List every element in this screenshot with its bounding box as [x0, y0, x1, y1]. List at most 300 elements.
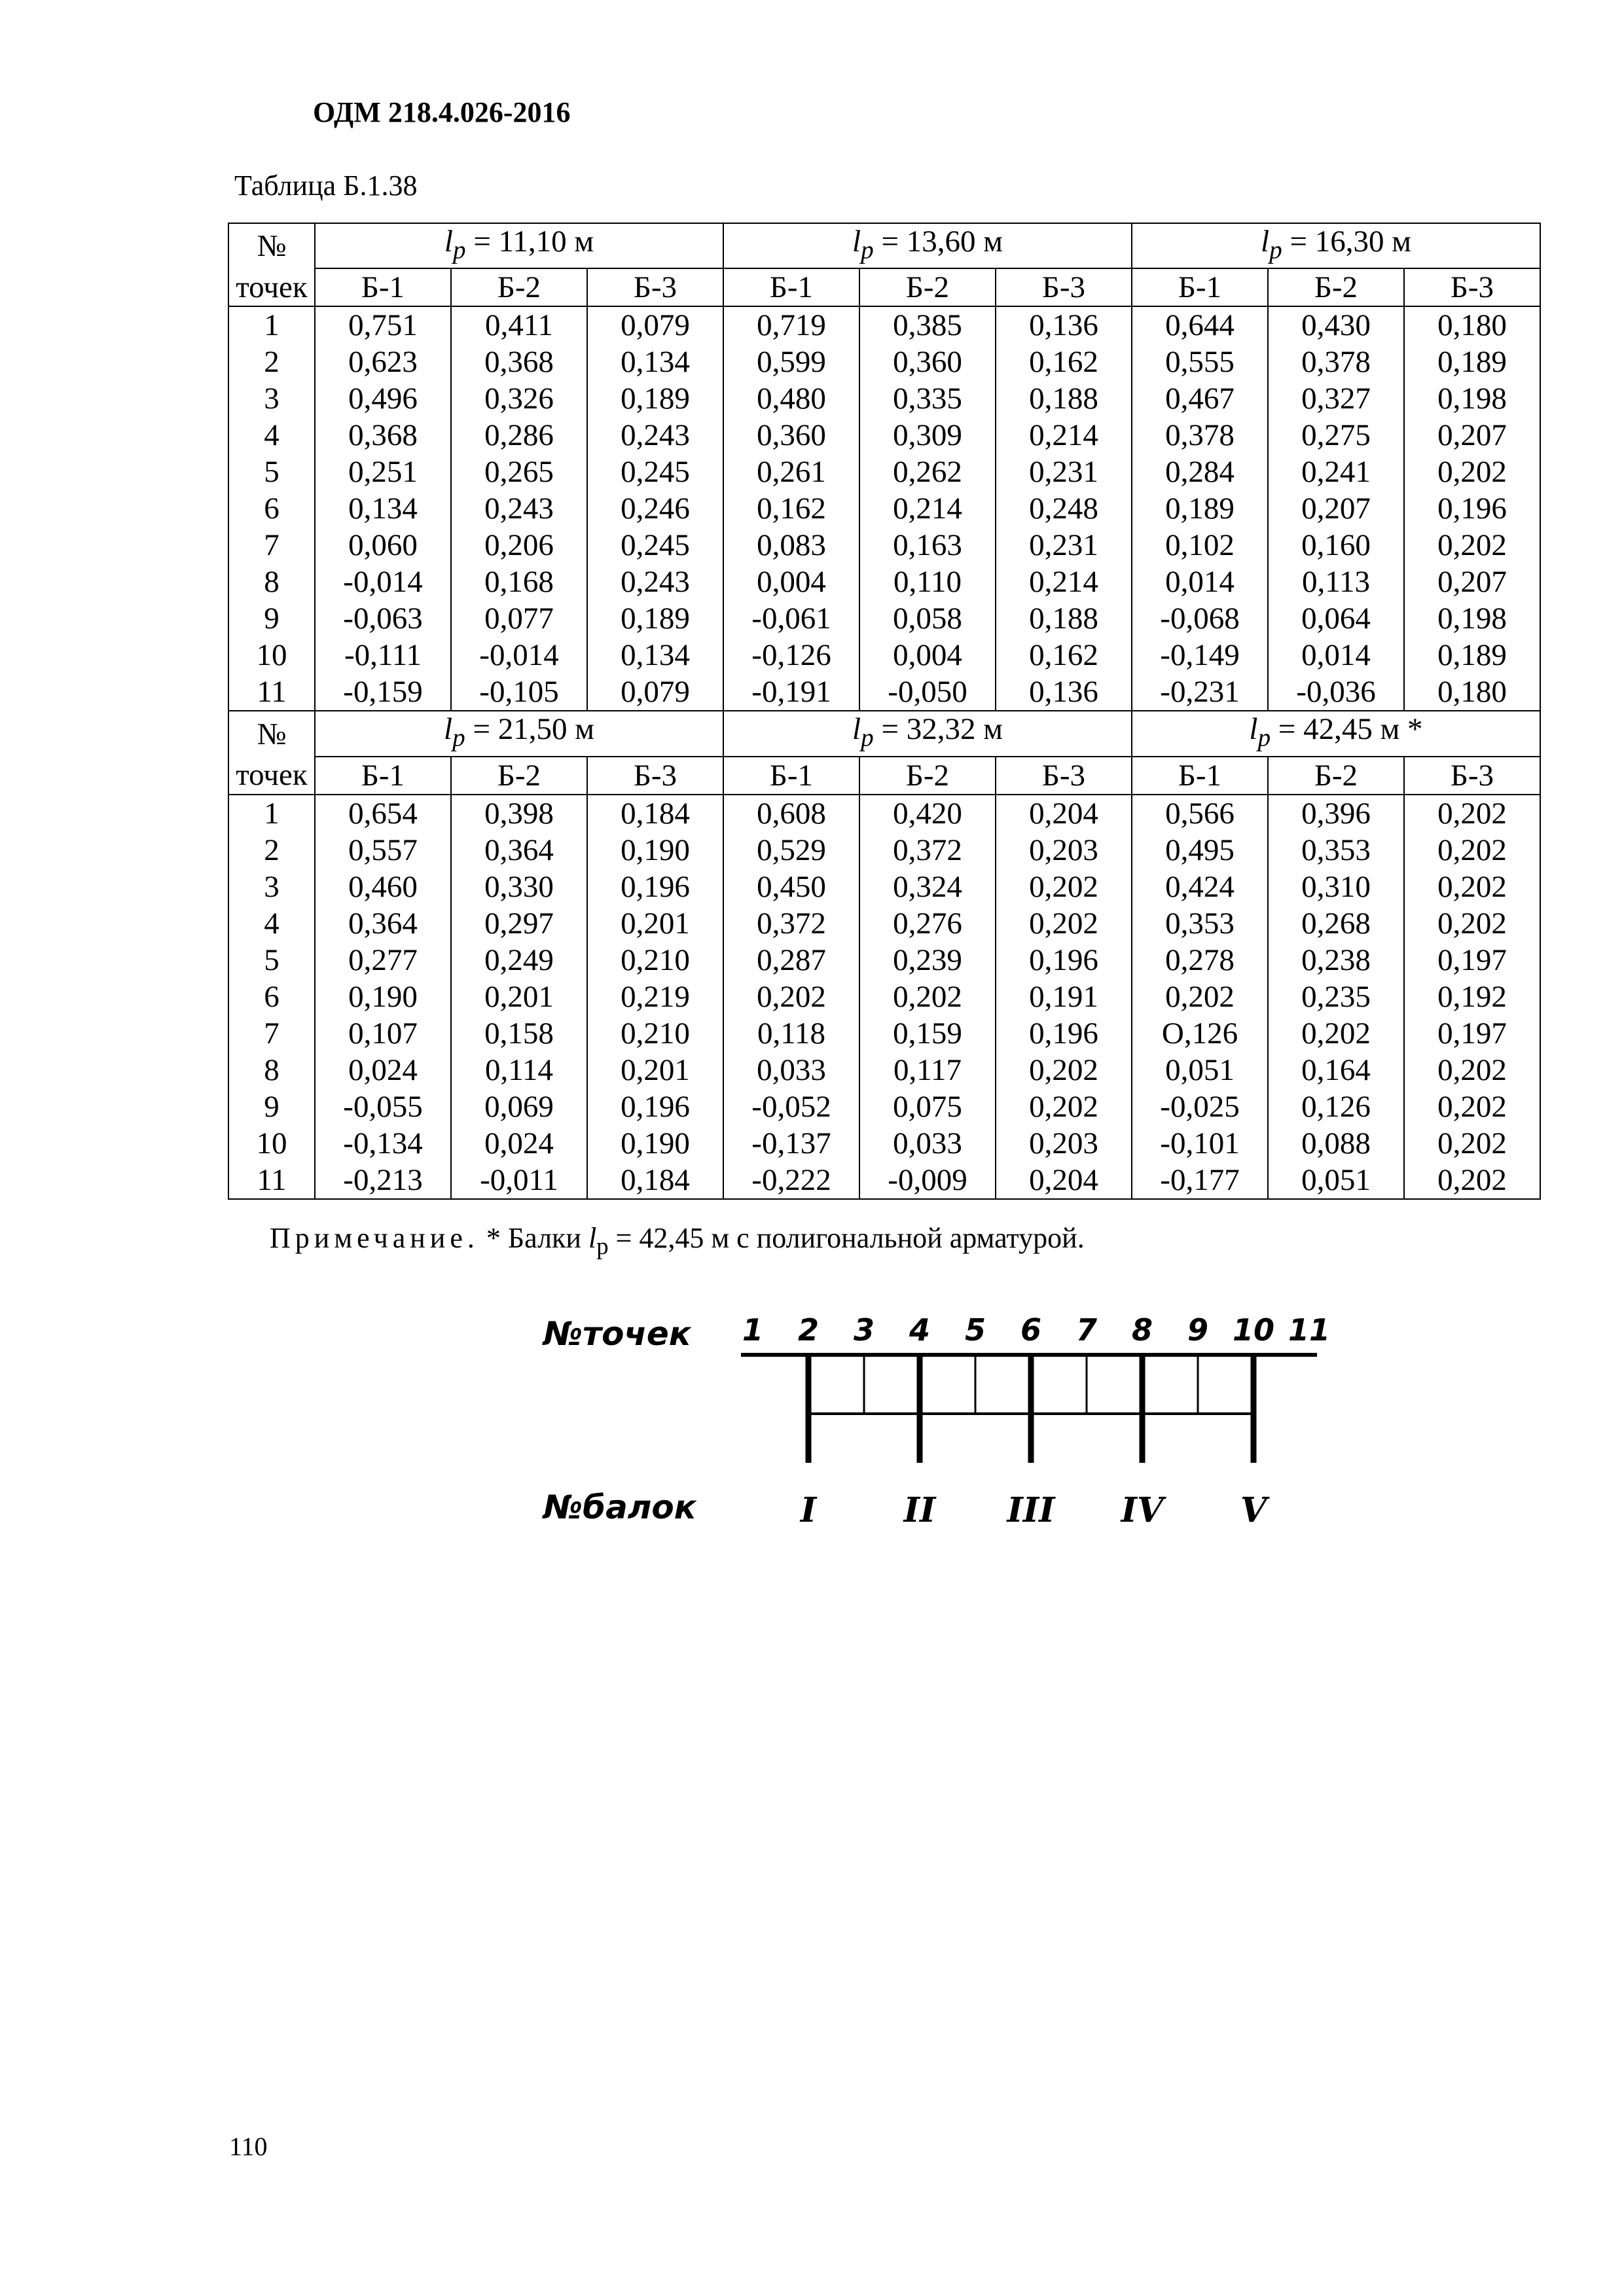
- point-number: 1: [742, 1312, 764, 1348]
- point-number-cell: 10: [228, 1125, 315, 1162]
- table-row: [228, 1125, 1540, 1162]
- sub-column-header: Б-1: [1132, 268, 1268, 306]
- value-cell: 0,231: [996, 527, 1132, 564]
- value-cell: 0,207: [1404, 417, 1540, 454]
- page-number: 110: [229, 2132, 268, 2161]
- upper-header: [228, 223, 1540, 306]
- sub-column-header: Б-2: [859, 268, 996, 306]
- value-cell: -0,213: [315, 1162, 451, 1199]
- table-row: [228, 417, 1540, 454]
- point-number-cell: 6: [228, 490, 315, 527]
- sub-column-header: Б-2: [1268, 268, 1404, 306]
- span-header: $l_p = 42,45$ м *: [1132, 711, 1540, 756]
- value-cell: 0,004: [723, 564, 859, 600]
- value-cell: 0,196: [996, 1015, 1132, 1052]
- value-cell: 0,088: [1268, 1125, 1404, 1162]
- value-cell: 0,201: [587, 1052, 723, 1088]
- point-number-cell: 7: [228, 1015, 315, 1052]
- value-cell: 0,206: [451, 527, 587, 564]
- points-label: №точек: [543, 1315, 691, 1353]
- value-cell: 0,644: [1132, 306, 1268, 344]
- value-cell: 0,136: [996, 673, 1132, 711]
- span-header: $l_p = 13,60$ м: [723, 223, 1132, 268]
- value-cell: 0,203: [996, 832, 1132, 869]
- point-number-cell: 4: [228, 417, 315, 454]
- value-cell: -0,014: [315, 564, 451, 600]
- value-cell: 0,245: [587, 527, 723, 564]
- value-cell: 0,623: [315, 344, 451, 380]
- value-cell: 0,243: [451, 490, 587, 527]
- value-cell: 0,297: [451, 905, 587, 942]
- sub-column-header: Б-1: [723, 268, 859, 306]
- value-cell: 0,190: [587, 832, 723, 869]
- value-cell: -0,111: [315, 637, 451, 673]
- value-cell: 0,239: [859, 942, 996, 978]
- value-cell: 0,202: [723, 978, 859, 1015]
- value-cell: 0,202: [1404, 527, 1540, 564]
- table-row: [228, 564, 1540, 600]
- value-cell: 0,202: [1404, 832, 1540, 869]
- value-cell: 0,202: [1404, 869, 1540, 905]
- value-cell: 0,360: [859, 344, 996, 380]
- point-number: 6: [1020, 1312, 1042, 1348]
- sub-column-header: Б-3: [587, 757, 723, 795]
- value-cell: 0,360: [723, 417, 859, 454]
- point-number: 10: [1232, 1312, 1275, 1348]
- beam-number: II: [903, 1490, 936, 1530]
- value-cell: 0,136: [996, 306, 1132, 344]
- value-cell: 0,555: [1132, 344, 1268, 380]
- value-cell: 0,327: [1268, 380, 1404, 417]
- value-cell: 0,204: [996, 795, 1132, 832]
- value-cell: 0,480: [723, 380, 859, 417]
- table-note: Примечание. * Балки $l_p = 42,45$ м с полигональной арматурой.: [270, 1222, 1085, 1259]
- value-cell: 0,197: [1404, 942, 1540, 978]
- value-cell: 0,162: [996, 344, 1132, 380]
- value-cell: 0,202: [1404, 1052, 1540, 1088]
- value-cell: -0,177: [1132, 1162, 1268, 1199]
- value-cell: 0,202: [1268, 1015, 1404, 1052]
- value-cell: 0,751: [315, 306, 451, 344]
- beams-label: №балок: [543, 1488, 696, 1526]
- value-cell: -0,137: [723, 1125, 859, 1162]
- value-cell: -0,149: [1132, 637, 1268, 673]
- value-cell: 0,219: [587, 978, 723, 1015]
- value-cell: 0,014: [1132, 564, 1268, 600]
- value-cell: 0,243: [587, 564, 723, 600]
- note-text-before: * Балки: [486, 1222, 581, 1254]
- table-row: [228, 454, 1540, 490]
- value-cell: 0,202: [1404, 905, 1540, 942]
- value-cell: 0,189: [587, 600, 723, 637]
- value-cell: 0,162: [996, 637, 1132, 673]
- value-cell: 0,207: [1404, 564, 1540, 600]
- note-label: Примечание.: [270, 1222, 479, 1254]
- value-cell: 0,204: [996, 1162, 1132, 1199]
- point-number-cell: 5: [228, 942, 315, 978]
- value-cell: 0,214: [996, 417, 1132, 454]
- value-cell: -0,061: [723, 600, 859, 637]
- table-row: [228, 306, 1540, 344]
- value-cell: 0,241: [1268, 454, 1404, 490]
- point-number: 11: [1288, 1312, 1331, 1348]
- value-cell: 0,202: [1404, 795, 1540, 832]
- table-row: [228, 1088, 1540, 1125]
- value-cell: 0,245: [587, 454, 723, 490]
- value-cell: 0,201: [451, 978, 587, 1015]
- value-cell: 0,201: [587, 905, 723, 942]
- value-cell: 0,158: [451, 1015, 587, 1052]
- point-number: 9: [1187, 1312, 1209, 1348]
- point-number: 2: [797, 1312, 820, 1348]
- value-cell: 0,162: [723, 490, 859, 527]
- table-row: [228, 978, 1540, 1015]
- value-cell: 0,188: [996, 380, 1132, 417]
- span-header: $l_p = 11,10$ м: [315, 223, 723, 268]
- sub-column-header: Б-1: [315, 757, 451, 795]
- value-cell: 0,163: [859, 527, 996, 564]
- upper-body: [228, 306, 1540, 711]
- value-cell: 0,238: [1268, 942, 1404, 978]
- value-cell: 0,014: [1268, 637, 1404, 673]
- sub-column-header: Б-2: [859, 757, 996, 795]
- span-header: $l_p = 32,32$ м: [723, 711, 1132, 756]
- value-cell: 0,079: [587, 306, 723, 344]
- value-cell: 0,566: [1132, 795, 1268, 832]
- sub-column-header: Б-1: [315, 268, 451, 306]
- point-number-cell: 11: [228, 1162, 315, 1199]
- value-cell: -0,101: [1132, 1125, 1268, 1162]
- table-row: [228, 344, 1540, 380]
- point-number: 7: [1075, 1312, 1098, 1348]
- point-number-cell: 2: [228, 832, 315, 869]
- value-cell: 0,424: [1132, 869, 1268, 905]
- value-cell: 0,268: [1268, 905, 1404, 942]
- value-cell: 0,248: [996, 490, 1132, 527]
- value-cell: 0,198: [1404, 380, 1540, 417]
- value-cell: 0,191: [996, 978, 1132, 1015]
- point-number-cell: 1: [228, 306, 315, 344]
- value-cell: 0,203: [996, 1125, 1132, 1162]
- value-cell: 0,372: [723, 905, 859, 942]
- sub-column-header: Б-3: [996, 268, 1132, 306]
- value-cell: 0,033: [859, 1125, 996, 1162]
- point-number-cell: 9: [228, 1088, 315, 1125]
- point-number-cell: 6: [228, 978, 315, 1015]
- value-cell: 0,024: [315, 1052, 451, 1088]
- value-cell: 0,654: [315, 795, 451, 832]
- value-cell: 0,275: [1268, 417, 1404, 454]
- value-cell: -0,191: [723, 673, 859, 711]
- value-cell: -0,009: [859, 1162, 996, 1199]
- value-cell: 0,202: [996, 869, 1132, 905]
- value-cell: 0,310: [1268, 869, 1404, 905]
- value-cell: 0,214: [996, 564, 1132, 600]
- value-cell: 0,184: [587, 795, 723, 832]
- table-row: [228, 869, 1540, 905]
- value-cell: -0,050: [859, 673, 996, 711]
- value-cell: 0,033: [723, 1052, 859, 1088]
- beam-number: IV: [1121, 1490, 1164, 1530]
- table-row: [228, 527, 1540, 564]
- point-number-cell: 3: [228, 380, 315, 417]
- value-cell: -0,105: [451, 673, 587, 711]
- value-cell: 0,134: [315, 490, 451, 527]
- value-cell: -0,011: [451, 1162, 587, 1199]
- value-cell: 0,396: [1268, 795, 1404, 832]
- value-cell: -0,036: [1268, 673, 1404, 711]
- sub-column-header: Б-3: [1404, 757, 1540, 795]
- value-cell: 0,196: [996, 942, 1132, 978]
- note-text-after: = 42,45 м с полигональной арматурой.: [615, 1222, 1085, 1254]
- document-code: ОДМ 218.4.026-2016: [313, 96, 571, 128]
- point-number: 5: [964, 1312, 986, 1348]
- value-cell: 0,079: [587, 673, 723, 711]
- beam-number: I: [800, 1490, 817, 1530]
- sub-column-header: Б-3: [587, 268, 723, 306]
- value-cell: 0,467: [1132, 380, 1268, 417]
- value-cell: 0,192: [1404, 978, 1540, 1015]
- value-cell: 0,196: [587, 869, 723, 905]
- value-cell: 0,196: [1404, 490, 1540, 527]
- value-cell: 0,126: [1268, 1088, 1404, 1125]
- value-cell: 0,430: [1268, 306, 1404, 344]
- value-cell: 0,197: [1404, 1015, 1540, 1052]
- value-cell: 0,277: [315, 942, 451, 978]
- span-header: $l_p = 16,30$ м: [1132, 223, 1540, 268]
- value-cell: 0,249: [451, 942, 587, 978]
- value-cell: 0,168: [451, 564, 587, 600]
- value-cell: 0,326: [451, 380, 587, 417]
- point-number: 3: [853, 1312, 875, 1348]
- value-cell: 0,284: [1132, 454, 1268, 490]
- sub-column-header: Б-1: [1132, 757, 1268, 795]
- point-number-cell: 5: [228, 454, 315, 490]
- value-cell: 0,529: [723, 832, 859, 869]
- value-cell: 0,134: [587, 637, 723, 673]
- value-cell: 0,202: [1404, 1125, 1540, 1162]
- value-cell: 0,335: [859, 380, 996, 417]
- row-label-bottom: точек: [228, 757, 315, 795]
- value-cell: 0,210: [587, 942, 723, 978]
- value-cell: 0,719: [723, 306, 859, 344]
- beam-number: V: [1240, 1490, 1267, 1530]
- value-cell: 0,180: [1404, 306, 1540, 344]
- value-cell: 0,202: [996, 1088, 1132, 1125]
- value-cell: 0,231: [996, 454, 1132, 490]
- point-number: 4: [909, 1312, 931, 1348]
- table-row: [228, 600, 1540, 637]
- value-cell: 0,202: [1404, 1088, 1540, 1125]
- value-cell: 0,368: [451, 344, 587, 380]
- sub-column-header: Б-3: [996, 757, 1132, 795]
- value-cell: 0,190: [587, 1125, 723, 1162]
- point-number-cell: 8: [228, 564, 315, 600]
- lower-header: [228, 711, 1540, 794]
- value-cell: 0,495: [1132, 832, 1268, 869]
- value-cell: 0,189: [1132, 490, 1268, 527]
- sub-column-header: Б-2: [1268, 757, 1404, 795]
- value-cell: 0,004: [859, 637, 996, 673]
- point-number-cell: 4: [228, 905, 315, 942]
- value-cell: 0,180: [1404, 673, 1540, 711]
- value-cell: 0,246: [587, 490, 723, 527]
- point-number-cell: 9: [228, 600, 315, 637]
- value-cell: 0,324: [859, 869, 996, 905]
- point-number-cell: 10: [228, 637, 315, 673]
- value-cell: 0,083: [723, 527, 859, 564]
- table-row: [228, 637, 1540, 673]
- table-row: [228, 380, 1540, 417]
- value-cell: 0,189: [1404, 637, 1540, 673]
- value-cell: 0,372: [859, 832, 996, 869]
- row-label-top: №: [228, 223, 315, 268]
- point-number-cell: 8: [228, 1052, 315, 1088]
- sub-column-header: Б-3: [1404, 268, 1540, 306]
- value-cell: -0,231: [1132, 673, 1268, 711]
- value-cell: О,126: [1132, 1015, 1268, 1052]
- value-cell: 0,398: [451, 795, 587, 832]
- value-cell: 0,210: [587, 1015, 723, 1052]
- value-cell: -0,014: [451, 637, 587, 673]
- value-cell: 0,330: [451, 869, 587, 905]
- value-cell: 0,114: [451, 1052, 587, 1088]
- value-cell: 0,064: [1268, 600, 1404, 637]
- value-cell: 0,107: [315, 1015, 451, 1052]
- value-cell: 0,051: [1132, 1052, 1268, 1088]
- value-cell: 0,024: [451, 1125, 587, 1162]
- point-number: 8: [1131, 1312, 1153, 1348]
- table-row: [228, 942, 1540, 978]
- table-row: [228, 1015, 1540, 1052]
- table-row: [228, 1162, 1540, 1199]
- table-row: [228, 832, 1540, 869]
- value-cell: -0,068: [1132, 600, 1268, 637]
- value-cell: 0,364: [451, 832, 587, 869]
- value-cell: 0,196: [587, 1088, 723, 1125]
- value-cell: 0,102: [1132, 527, 1268, 564]
- value-cell: 0,364: [315, 905, 451, 942]
- value-cell: 0,060: [315, 527, 451, 564]
- value-cell: 0,411: [451, 306, 587, 344]
- value-cell: 0,378: [1268, 344, 1404, 380]
- value-cell: 0,113: [1268, 564, 1404, 600]
- table-row: [228, 905, 1540, 942]
- value-cell: 0,202: [1404, 1162, 1540, 1199]
- value-cell: 0,378: [1132, 417, 1268, 454]
- value-cell: 0,368: [315, 417, 451, 454]
- value-cell: 0,058: [859, 600, 996, 637]
- point-number-cell: 7: [228, 527, 315, 564]
- value-cell: 0,202: [1132, 978, 1268, 1015]
- sub-column-header: Б-1: [723, 757, 859, 795]
- value-cell: 0,262: [859, 454, 996, 490]
- points-beams-schema: [537, 1302, 1331, 1558]
- point-number-cell: 2: [228, 344, 315, 380]
- value-cell: 0,051: [1268, 1162, 1404, 1199]
- value-cell: 0,184: [587, 1162, 723, 1199]
- table-row: [228, 1052, 1540, 1088]
- value-cell: 0,276: [859, 905, 996, 942]
- value-cell: 0,160: [1268, 527, 1404, 564]
- value-cell: -0,134: [315, 1125, 451, 1162]
- value-cell: 0,251: [315, 454, 451, 490]
- lower-body: [228, 795, 1540, 1199]
- value-cell: 0,261: [723, 454, 859, 490]
- value-cell: 0,557: [315, 832, 451, 869]
- value-cell: -0,159: [315, 673, 451, 711]
- value-cell: 0,202: [1404, 454, 1540, 490]
- value-cell: 0,235: [1268, 978, 1404, 1015]
- value-cell: -0,055: [315, 1088, 451, 1125]
- value-cell: 0,077: [451, 600, 587, 637]
- value-cell: 0,214: [859, 490, 996, 527]
- value-cell: 0,075: [859, 1088, 996, 1125]
- value-cell: 0,118: [723, 1015, 859, 1052]
- coefficients-table: [228, 223, 1541, 1200]
- value-cell: 0,188: [996, 600, 1132, 637]
- value-cell: -0,025: [1132, 1088, 1268, 1125]
- value-cell: 0,190: [315, 978, 451, 1015]
- value-cell: 0,189: [587, 380, 723, 417]
- row-label-top: №: [228, 711, 315, 756]
- value-cell: 0,189: [1404, 344, 1540, 380]
- value-cell: -0,126: [723, 637, 859, 673]
- sub-column-header: Б-2: [451, 757, 587, 795]
- value-cell: 0,202: [859, 978, 996, 1015]
- value-cell: 0,202: [996, 1052, 1132, 1088]
- beam-number: III: [1007, 1490, 1055, 1530]
- span-header: $l_p = 21,50$ м: [315, 711, 723, 756]
- value-cell: 0,134: [587, 344, 723, 380]
- value-cell: 0,243: [587, 417, 723, 454]
- table-caption: Таблица Б.1.38: [234, 170, 418, 202]
- value-cell: 0,309: [859, 417, 996, 454]
- value-cell: 0,164: [1268, 1052, 1404, 1088]
- value-cell: 0,202: [996, 905, 1132, 942]
- value-cell: 0,110: [859, 564, 996, 600]
- value-cell: 0,353: [1132, 905, 1268, 942]
- value-cell: 0,069: [451, 1088, 587, 1125]
- value-cell: 0,117: [859, 1052, 996, 1088]
- value-cell: 0,608: [723, 795, 859, 832]
- value-cell: 0,420: [859, 795, 996, 832]
- value-cell: 0,198: [1404, 600, 1540, 637]
- value-cell: 0,159: [859, 1015, 996, 1052]
- value-cell: -0,052: [723, 1088, 859, 1125]
- value-cell: 0,496: [315, 380, 451, 417]
- point-number-cell: 3: [228, 869, 315, 905]
- row-label-bottom: точек: [228, 268, 315, 306]
- value-cell: -0,063: [315, 600, 451, 637]
- table-row: [228, 490, 1540, 527]
- value-cell: 0,599: [723, 344, 859, 380]
- value-cell: 0,450: [723, 869, 859, 905]
- value-cell: -0,222: [723, 1162, 859, 1199]
- sub-column-header: Б-2: [451, 268, 587, 306]
- table-row: [228, 795, 1540, 832]
- point-number-cell: 1: [228, 795, 315, 832]
- value-cell: 0,385: [859, 306, 996, 344]
- point-number-cell: 11: [228, 673, 315, 711]
- table-row: [228, 673, 1540, 711]
- value-cell: 0,265: [451, 454, 587, 490]
- value-cell: 0,278: [1132, 942, 1268, 978]
- value-cell: 0,207: [1268, 490, 1404, 527]
- value-cell: 0,460: [315, 869, 451, 905]
- value-cell: 0,353: [1268, 832, 1404, 869]
- value-cell: 0,286: [451, 417, 587, 454]
